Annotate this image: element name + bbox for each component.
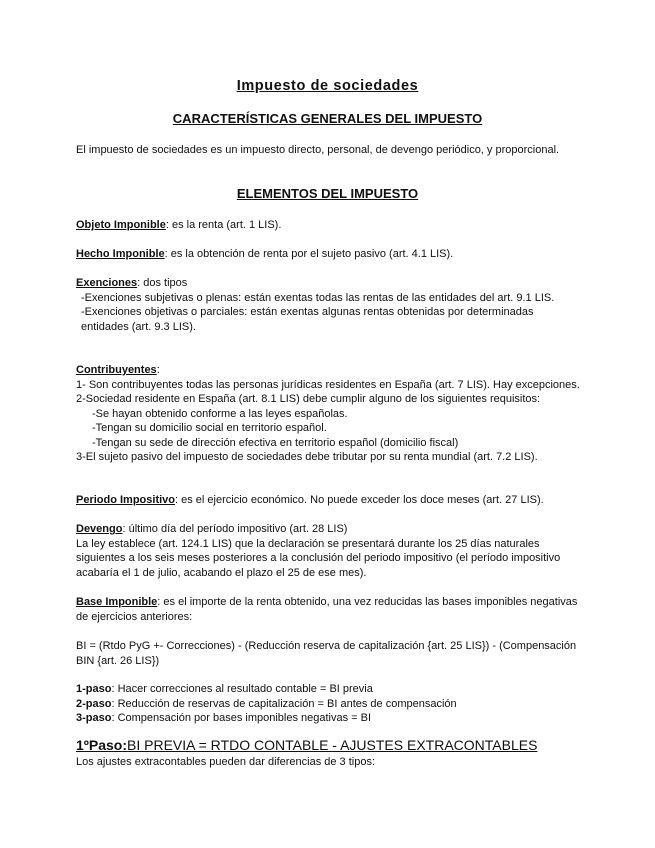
intro-paragraph <box>76 143 581 158</box>
periodo-label: Periodo Impositivo <box>76 494 176 506</box>
base-label: Base Imponible <box>76 596 158 608</box>
contribuyentes-p2: 2-Sociedad residente en España (art. 8.1 LIS) debe cumplir alguno de los siguientes requisitos: <box>76 393 541 405</box>
paso-text: : Reducción de reservas de capitalización = BI antes de compensación <box>111 697 457 710</box>
paso-text: : Hacer correcciones al resultado contable = BI previa <box>111 683 373 695</box>
base-imponible-block <box>76 595 581 624</box>
closing-paragraph <box>76 755 581 770</box>
requisito-item: -Tengan su domicilio social en territorio español. <box>92 422 327 434</box>
closing-text: Los ajustes extracontables pueden dar diferencias de 3 tipos: <box>76 756 376 768</box>
base-text: : es el importe de la renta obtenido, una vez reducidas las bases imponibles negativas de ejercicios anteriores: <box>76 596 578 623</box>
intro-text: El impuesto de sociedades es un impuesto directo, personal, de devengo periódico, y proporcional. <box>76 144 560 156</box>
paso-item <box>76 711 581 726</box>
exenciones-block <box>76 276 581 334</box>
objeto-imponible <box>76 218 581 233</box>
objeto-text: : es la renta (art. 1 LIS). <box>165 219 282 231</box>
periodo-text: : es el ejercicio económico. No puede exceder los doce meses (art. 27 LIS). <box>175 494 544 506</box>
section-heading-elementos: ELEMENTOS DEL IMPUESTO <box>236 186 419 201</box>
contribuyentes-p1: 1- Son contribuyentes todas las personas jurídicas residentes en España (art. 7 LIS). Hay excepciones. <box>76 378 580 391</box>
contribuyentes-text: : <box>156 364 160 376</box>
paso-label: 2-paso <box>76 697 112 710</box>
paso-label: 3-paso <box>76 712 112 724</box>
base-formula <box>76 639 581 668</box>
contribuyentes-block <box>76 363 581 465</box>
hecho-text: : es la obtención de renta por el sujeto pasivo (art. 4.1 LIS). <box>164 248 454 260</box>
periodo-impositivo <box>76 493 596 508</box>
paso-item <box>76 697 581 712</box>
devengo-label: Devengo <box>76 523 123 535</box>
exenciones-text: : dos tipos <box>137 277 188 289</box>
devengo-text: : último día del período impositivo (art. 28 LIS) <box>122 523 348 535</box>
hecho-label: Hecho Imponible <box>76 248 165 260</box>
exencion-item: -Exenciones objetivas o parciales: están exentas algunas rentas obtenidas por determinadas entidades (art. 9.3 LIS). <box>81 306 534 333</box>
section-heading-caracteristicas: CARACTERÍSTICAS GENERALES DEL IMPUESTO <box>172 111 483 126</box>
devengo-block <box>76 522 581 580</box>
paso1-label: 1ºPaso: <box>76 737 128 753</box>
devengo-paragraph: La ley establece (art. 124.1 LIS) que la declaración se presentará durante los 25 días naturales siguientes a los seis meses posteriores a la conclusión del periodo impositivo (el período impositivo acabaría el 1 de julio, acabando el plazo el 25 de ese mes). <box>76 537 561 579</box>
exencion-item: -Exenciones subjetivas o plenas: están exentas todas las rentas de las entidades del art. 9.1 LIS. <box>81 291 555 304</box>
paso1-text: BI PREVIA = RTDO CONTABLE - AJUSTES EXTRACONTABLES <box>127 737 538 753</box>
paso-text: : Compensación por bases imponibles negativas = BI <box>111 712 372 724</box>
document-title: Impuesto de sociedades <box>236 78 419 94</box>
paso-label: 1-paso <box>76 683 112 695</box>
contribuyentes-label: Contribuyentes <box>76 364 157 376</box>
requisito-item: -Se hayan obtenido conforme a las leyes españolas. <box>92 407 348 420</box>
pasos-list <box>76 682 581 726</box>
requisito-item: -Tengan su sede de dirección efectiva en territorio español (domicilio fiscal) <box>92 436 459 449</box>
paso1-heading <box>76 737 537 753</box>
hecho-imponible <box>76 247 581 262</box>
exenciones-label: Exenciones <box>76 277 138 289</box>
objeto-label: Objeto Imponible <box>76 219 166 231</box>
paso-item <box>76 682 581 697</box>
formula-text: BI = (Rtdo PyG +- Correcciones) - (Reducción reserva de capitalización {art. 25 LIS}) - (Compensación BIN {art. 26 LIS}) <box>76 640 577 667</box>
contribuyentes-p3: 3-El sujeto pasivo del impuesto de sociedades debe tributar por su renta mundial (art. 7.2 LIS). <box>76 451 538 463</box>
